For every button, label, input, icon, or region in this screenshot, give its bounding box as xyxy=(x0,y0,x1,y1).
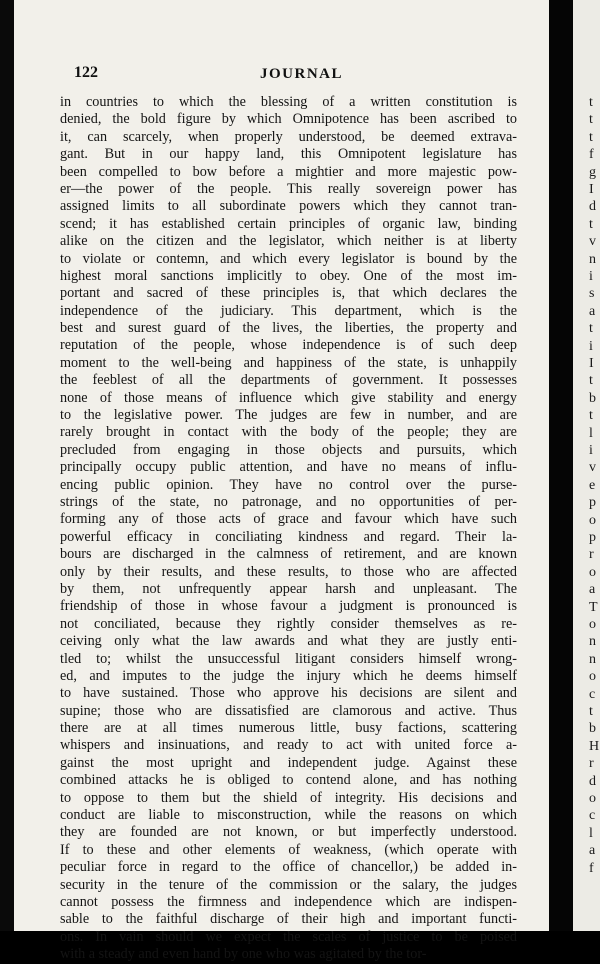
adjacent-page-fragment: t xyxy=(589,321,593,337)
adjacent-page-fragment: d xyxy=(589,199,596,215)
text-line: only by their results, and these results, to those who are affected xyxy=(60,563,517,580)
text-line: peculiar force in regard to the office of chancellor,) be added in- xyxy=(60,859,517,876)
adjacent-page-fragment: i xyxy=(589,443,593,458)
text-line: gant. But in our happy land, this Omnipotent legislature has xyxy=(60,146,517,163)
book-page xyxy=(14,0,549,963)
text-line: to the legislative power. The judges are few in number, and are xyxy=(60,407,517,424)
adjacent-page-fragment: n xyxy=(589,651,596,667)
text-line: supine; those who are dissatisfied are clamorous and active. Thus xyxy=(60,702,517,719)
text-line: If to these and other elements of weakness, (which operate with xyxy=(60,841,517,858)
adjacent-page-fragment: a xyxy=(589,303,596,319)
adjacent-page-fragment: I xyxy=(589,356,594,371)
adjacent-page-edge xyxy=(573,0,600,931)
text-line: bours are discharged in the calmness of retirement, and are known xyxy=(60,546,517,563)
adjacent-page-fragment: g xyxy=(589,164,596,180)
adjacent-page-fragment: v xyxy=(589,460,596,476)
adjacent-page-fragment: l xyxy=(589,825,593,841)
adjacent-page-fragment: o xyxy=(589,512,596,528)
text-line: encing public opinion. They have no control over the purse- xyxy=(60,476,517,493)
text-line: by them, not unfrequently appear harsh and unpleasant. The xyxy=(60,580,517,597)
running-head: JOURNAL xyxy=(260,66,344,82)
adjacent-page-fragment: p xyxy=(589,530,596,545)
text-line: independence of the judiciary. This department, which is the xyxy=(60,302,517,319)
adjacent-page-fragment: e xyxy=(589,477,596,493)
text-line: combined attacks he is obliged to contend alone, and has nothing xyxy=(60,772,517,789)
text-line: cannot possess the firmness and independence which are indispen- xyxy=(60,893,517,910)
text-line: denied, the bold figure by which Omnipotence has been ascribed to xyxy=(60,111,517,128)
text-line: moment to the well-being and happiness of the state, is unhappily xyxy=(60,354,517,371)
text-line: tled to; whilst the unsuccessful litigant considers himself wrong- xyxy=(60,650,517,667)
text-line: rarely brought in contact with the body of the people; they are xyxy=(60,424,517,441)
text-line: to oppose to them but the shield of integrity. His decisions and xyxy=(60,789,517,806)
text-line: gainst the most upright and independent judge. Against these xyxy=(60,754,517,771)
adjacent-page-fragment: t xyxy=(589,704,593,719)
adjacent-page-fragment: a xyxy=(589,582,596,598)
adjacent-page-fragment: s xyxy=(589,286,595,302)
adjacent-page-fragment: t xyxy=(589,408,593,424)
text-line: assigned limits to all subordinate powers which they cannot tran- xyxy=(60,198,517,215)
adjacent-page-fragment: o xyxy=(589,617,596,632)
adjacent-page-fragment: d xyxy=(589,773,596,789)
page-header xyxy=(74,64,514,90)
adjacent-page-fragment: f xyxy=(589,147,594,163)
adjacent-page-fragment: I xyxy=(589,182,594,197)
adjacent-page-fragment: r xyxy=(589,756,594,772)
adjacent-page-fragment: o xyxy=(589,669,596,685)
text-line: not conciliated, because they rightly consider themselves as re- xyxy=(60,615,517,632)
text-line: conduct are liable to misconstruction, while the reasons on which xyxy=(60,807,517,824)
adjacent-page-fragment: t xyxy=(589,216,593,232)
text-line: powerful efficacy in conciliating kindness and regard. Their la- xyxy=(60,528,517,545)
text-line: to have sustained. Those who approve his decisions are silent and xyxy=(60,685,517,702)
adjacent-page-fragment: l xyxy=(589,425,593,441)
text-line: forming any of those acts of grace and favour which have such xyxy=(60,511,517,528)
body-text xyxy=(60,94,517,964)
text-line: principally occupy public attention, and have no means of influ- xyxy=(60,459,517,476)
text-line: they are founded are not known, or but imperfectly understood. xyxy=(60,824,517,841)
text-line: scend; it has established certain principles of organic law, binding xyxy=(60,215,517,232)
text-line: the feeblest of all the departments of government. It possesses xyxy=(60,372,517,389)
text-line: alike on the citizen and the legislator, which neither is at liberty xyxy=(60,233,517,250)
text-line: ons. In vain should we expect the scales of justice to be poised xyxy=(60,928,517,945)
scan-left-edge xyxy=(0,0,14,931)
adjacent-page-fragment: o xyxy=(589,564,596,580)
text-line: whispers and insinuations, and ready to act with united force a- xyxy=(60,737,517,754)
text-line: best and surest guard of the lives, the liberties, the property and xyxy=(60,320,517,337)
adjacent-page-fragment: H xyxy=(589,738,600,754)
text-line: highest moral sanctions implicitly to obey. One of the most im- xyxy=(60,267,517,284)
adjacent-page-fragment: v xyxy=(589,234,596,250)
adjacent-page-fragment: p xyxy=(589,495,596,511)
adjacent-page-fragment: t xyxy=(589,129,593,145)
text-line: it, can scarcely, when properly understood, be deemed extrava- xyxy=(60,128,517,145)
page-gutter xyxy=(549,0,573,931)
adjacent-page-fragment: b xyxy=(589,721,596,737)
adjacent-page-fragment: n xyxy=(589,251,596,267)
adjacent-page-fragment: c xyxy=(589,686,596,702)
text-line: er—the power of the people. This really sovereign power has xyxy=(60,180,517,197)
text-line: friendship of those in whose favour a judgment is pronounced is xyxy=(60,598,517,615)
text-line: ceiving only what the law awards and what they are justly enti- xyxy=(60,633,517,650)
text-line: to violate or contemn, and which every legislator is bound by the xyxy=(60,250,517,267)
adjacent-page-fragment: n xyxy=(589,634,596,650)
text-line: with a steady and even hand by one who was agitated by the tor- xyxy=(60,946,427,963)
adjacent-page-fragment: T xyxy=(589,599,598,615)
adjacent-page-fragment: t xyxy=(589,112,593,128)
adjacent-page-fragment: t xyxy=(589,95,593,110)
text-line: sable to the faithful discharge of their high and important functi- xyxy=(60,911,517,928)
text-line: strings of the state, no patronage, and no opportunities of per- xyxy=(60,493,517,510)
text-line: in countries to which the blessing of a written constitution is xyxy=(60,94,517,110)
text-line: portant and sacred of these principles is, that which declares the xyxy=(60,285,517,302)
adjacent-page-fragment: a xyxy=(589,843,596,859)
adjacent-page-fragment: t xyxy=(589,373,593,389)
text-line: there are at all times numerous little, busy factions, scattering xyxy=(60,720,517,737)
text-line: reputation of the people, whose independence is of such deep xyxy=(60,337,517,354)
adjacent-page-fragment: i xyxy=(589,269,593,284)
adjacent-page-fragment: f xyxy=(589,860,594,876)
adjacent-page-fragment: r xyxy=(589,547,594,563)
text-line: ed, and imputes to the judge the injury which he deems himself xyxy=(60,667,517,684)
text-line: security in the tenure of the commission or the salary, the judges xyxy=(60,876,517,893)
text-line: none of those means of influence which give stability and energy xyxy=(60,389,517,406)
adjacent-page-fragment: o xyxy=(589,791,596,806)
adjacent-page-fragment: c xyxy=(589,808,596,824)
text-line: been compelled to bow before a mightier and more majestic pow- xyxy=(60,163,517,180)
adjacent-page-fragment: b xyxy=(589,390,596,406)
text-line: precluded from engaging in those objects and pursuits, which xyxy=(60,441,517,458)
adjacent-page-fragment: i xyxy=(589,338,593,354)
page-number: 122 xyxy=(74,64,98,81)
